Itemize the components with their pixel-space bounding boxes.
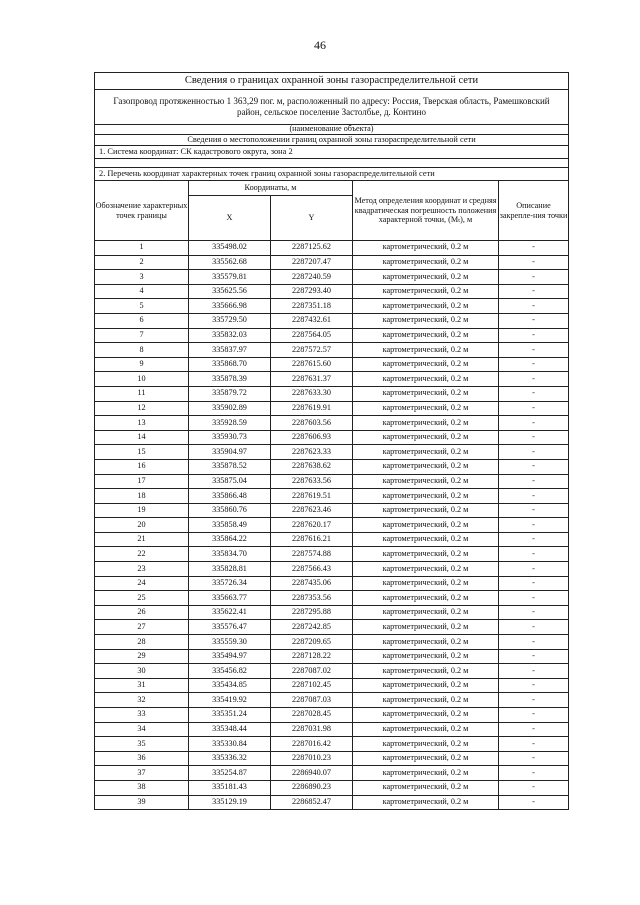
page-number: 46: [314, 38, 326, 52]
description-cell: -: [499, 766, 569, 781]
table-row: [95, 270, 569, 285]
table-row: [95, 664, 569, 679]
point-number-cell: 19: [95, 503, 189, 518]
method-cell: картометрический, 0.2 м: [353, 737, 499, 752]
y-coordinate-cell: 2287631.37: [271, 372, 353, 387]
x-coordinate-cell: 335878.52: [189, 459, 271, 474]
point-number-cell: 2: [95, 255, 189, 270]
description-cell: -: [499, 547, 569, 562]
point-number-cell: 4: [95, 284, 189, 299]
x-coordinate-cell: 335837.97: [189, 343, 271, 358]
table-row: [95, 430, 569, 445]
boundary-table: [94, 72, 569, 810]
table-row: [95, 372, 569, 387]
x-coordinate-cell: 335579.81: [189, 270, 271, 285]
method-cell: картометрический, 0.2 м: [353, 518, 499, 533]
table-row: [95, 547, 569, 562]
point-number-cell: 21: [95, 532, 189, 547]
points-list-title: 2. Перечень координат характерных точек границ охранной зоны газораспределительной сети: [95, 168, 569, 181]
y-coordinate-cell: 2287125.62: [271, 241, 353, 256]
y-coordinate-cell: 2287295.88: [271, 605, 353, 620]
point-number-cell: 15: [95, 445, 189, 460]
table-row: [95, 416, 569, 431]
method-cell: картометрический, 0.2 м: [353, 649, 499, 664]
description-cell: -: [499, 591, 569, 606]
y-coordinate-cell: 2287028.45: [271, 708, 353, 723]
table-row: [95, 649, 569, 664]
table-row: [95, 401, 569, 416]
table-row: [95, 562, 569, 577]
point-number-cell: 26: [95, 605, 189, 620]
description-cell: -: [499, 313, 569, 328]
point-number-cell: 8: [95, 343, 189, 358]
x-coordinate-cell: 335348.44: [189, 722, 271, 737]
method-cell: картометрический, 0.2 м: [353, 591, 499, 606]
point-number-cell: 34: [95, 722, 189, 737]
x-coordinate-cell: 335834.70: [189, 547, 271, 562]
description-cell: -: [499, 503, 569, 518]
document-sheet: [94, 72, 568, 810]
table-row: [95, 576, 569, 591]
table-row: [95, 459, 569, 474]
method-cell: картометрический, 0.2 м: [353, 430, 499, 445]
header-point: Обозначение характерных точек границы: [95, 181, 189, 241]
description-cell: -: [499, 780, 569, 795]
method-cell: картометрический, 0.2 м: [353, 503, 499, 518]
method-cell: картометрический, 0.2 м: [353, 270, 499, 285]
method-cell: картометрический, 0.2 м: [353, 386, 499, 401]
y-coordinate-cell: 2287616.21: [271, 532, 353, 547]
method-cell: картометрический, 0.2 м: [353, 795, 499, 810]
x-coordinate-cell: 335832.03: [189, 328, 271, 343]
y-coordinate-cell: 2287638.62: [271, 459, 353, 474]
method-cell: картометрический, 0.2 м: [353, 635, 499, 650]
y-coordinate-cell: 2287432.61: [271, 313, 353, 328]
description-cell: -: [499, 795, 569, 810]
table-row: [95, 795, 569, 810]
description-cell: -: [499, 430, 569, 445]
coordinate-system: 1. Система координат: СК кадастрового округа, зона 2: [95, 146, 569, 159]
table-row: [95, 328, 569, 343]
description-cell: -: [499, 299, 569, 314]
y-coordinate-cell: 2287242.85: [271, 620, 353, 635]
description-cell: -: [499, 489, 569, 504]
point-number-cell: 33: [95, 708, 189, 723]
method-cell: картометрический, 0.2 м: [353, 751, 499, 766]
method-cell: картометрический, 0.2 м: [353, 459, 499, 474]
x-coordinate-cell: 335729.50: [189, 313, 271, 328]
document-title: Сведения о границах охранной зоны газораспределительной сети: [95, 73, 569, 90]
table-row: [95, 241, 569, 256]
method-cell: картометрический, 0.2 м: [353, 576, 499, 591]
x-coordinate-cell: 335351.24: [189, 708, 271, 723]
y-coordinate-cell: 2287619.91: [271, 401, 353, 416]
method-cell: картометрический, 0.2 м: [353, 605, 499, 620]
y-coordinate-cell: 2286940.07: [271, 766, 353, 781]
description-cell: -: [499, 445, 569, 460]
method-cell: картометрический, 0.2 м: [353, 678, 499, 693]
y-coordinate-cell: 2287615.60: [271, 357, 353, 372]
table-row: [95, 605, 569, 620]
header-x: X: [189, 196, 271, 241]
point-number-cell: 14: [95, 430, 189, 445]
x-coordinate-cell: 335904.97: [189, 445, 271, 460]
x-coordinate-cell: 335663.77: [189, 591, 271, 606]
point-number-cell: 27: [95, 620, 189, 635]
table-row: [95, 386, 569, 401]
table-row: [95, 445, 569, 460]
y-coordinate-cell: 2287623.46: [271, 503, 353, 518]
x-coordinate-cell: 335868.70: [189, 357, 271, 372]
table-row: [95, 722, 569, 737]
x-coordinate-cell: 335879.72: [189, 386, 271, 401]
table-row: [95, 357, 569, 372]
description-cell: -: [499, 678, 569, 693]
y-coordinate-cell: 2287240.59: [271, 270, 353, 285]
location-subtitle: Сведения о местоположении границ охранной зоны газораспределительной сети: [95, 135, 569, 146]
point-number-cell: 3: [95, 270, 189, 285]
x-coordinate-cell: 335330.84: [189, 737, 271, 752]
spacer-row: [95, 159, 569, 168]
x-coordinate-cell: 335866.48: [189, 489, 271, 504]
description-cell: -: [499, 343, 569, 358]
method-cell: картометрический, 0.2 м: [353, 372, 499, 387]
header-y: Y: [271, 196, 353, 241]
description-cell: -: [499, 635, 569, 650]
description-cell: -: [499, 562, 569, 577]
table-row: [95, 591, 569, 606]
description-cell: -: [499, 605, 569, 620]
point-number-cell: 5: [95, 299, 189, 314]
description-cell: -: [499, 474, 569, 489]
method-cell: картометрический, 0.2 м: [353, 708, 499, 723]
table-row: [95, 766, 569, 781]
point-number-cell: 16: [95, 459, 189, 474]
y-coordinate-cell: 2287435.06: [271, 576, 353, 591]
y-coordinate-cell: 2287566.43: [271, 562, 353, 577]
y-coordinate-cell: 2287016.42: [271, 737, 353, 752]
table-row: [95, 255, 569, 270]
x-coordinate-cell: 335875.04: [189, 474, 271, 489]
method-cell: картометрический, 0.2 м: [353, 474, 499, 489]
method-cell: картометрический, 0.2 м: [353, 416, 499, 431]
y-coordinate-cell: 2287087.02: [271, 664, 353, 679]
x-coordinate-cell: 335456.82: [189, 664, 271, 679]
table-row: [95, 503, 569, 518]
y-coordinate-cell: 2287010.23: [271, 751, 353, 766]
x-coordinate-cell: 335902.89: [189, 401, 271, 416]
description-cell: -: [499, 386, 569, 401]
table-row: [95, 474, 569, 489]
method-cell: картометрический, 0.2 м: [353, 313, 499, 328]
y-coordinate-cell: 2287087.03: [271, 693, 353, 708]
x-coordinate-cell: 335559.30: [189, 635, 271, 650]
point-number-cell: 13: [95, 416, 189, 431]
table-row: [95, 708, 569, 723]
x-coordinate-cell: 335498.02: [189, 241, 271, 256]
y-coordinate-cell: 2287606.93: [271, 430, 353, 445]
point-number-cell: 17: [95, 474, 189, 489]
y-coordinate-cell: 2287209.65: [271, 635, 353, 650]
x-coordinate-cell: 335858.49: [189, 518, 271, 533]
object-caption: (наименование объекта): [95, 125, 569, 135]
x-coordinate-cell: 335726.34: [189, 576, 271, 591]
point-number-cell: 9: [95, 357, 189, 372]
point-number-cell: 31: [95, 678, 189, 693]
object-description: Газопровод протяженностью 1 363,29 пог. м, расположенный по адресу: Россия, Тверская область, Рамешковский район, сельское поселение Застолбье, д. Контино: [95, 90, 569, 125]
table-row: [95, 620, 569, 635]
y-coordinate-cell: 2287102.45: [271, 678, 353, 693]
method-cell: картометрический, 0.2 м: [353, 620, 499, 635]
description-cell: -: [499, 284, 569, 299]
method-cell: картометрический, 0.2 м: [353, 299, 499, 314]
point-number-cell: 35: [95, 737, 189, 752]
method-cell: картометрический, 0.2 м: [353, 357, 499, 372]
y-coordinate-cell: 2286890.23: [271, 780, 353, 795]
description-cell: -: [499, 620, 569, 635]
header-description: Описание закрепле-ния точки: [499, 181, 569, 241]
description-cell: -: [499, 241, 569, 256]
x-coordinate-cell: 335336.32: [189, 751, 271, 766]
table-row: [95, 751, 569, 766]
table-row: [95, 737, 569, 752]
description-cell: -: [499, 270, 569, 285]
point-number-cell: 12: [95, 401, 189, 416]
x-coordinate-cell: 335864.22: [189, 532, 271, 547]
x-coordinate-cell: 335666.98: [189, 299, 271, 314]
point-number-cell: 11: [95, 386, 189, 401]
method-cell: картометрический, 0.2 м: [353, 766, 499, 781]
table-row: [95, 284, 569, 299]
y-coordinate-cell: 2287207.47: [271, 255, 353, 270]
table-row: [95, 299, 569, 314]
x-coordinate-cell: 335434.85: [189, 678, 271, 693]
method-cell: картометрический, 0.2 м: [353, 722, 499, 737]
y-coordinate-cell: 2287633.30: [271, 386, 353, 401]
point-number-cell: 30: [95, 664, 189, 679]
point-number-cell: 32: [95, 693, 189, 708]
point-number-cell: 25: [95, 591, 189, 606]
y-coordinate-cell: 2287623.33: [271, 445, 353, 460]
x-coordinate-cell: 335828.81: [189, 562, 271, 577]
description-cell: -: [499, 416, 569, 431]
y-coordinate-cell: 2287128.22: [271, 649, 353, 664]
description-cell: -: [499, 751, 569, 766]
description-cell: -: [499, 693, 569, 708]
table-row: [95, 343, 569, 358]
header-coords: Координаты, м: [189, 181, 353, 196]
description-cell: -: [499, 708, 569, 723]
point-number-cell: 38: [95, 780, 189, 795]
point-number-cell: 37: [95, 766, 189, 781]
point-number-cell: 29: [95, 649, 189, 664]
x-coordinate-cell: 335576.47: [189, 620, 271, 635]
point-number-cell: 20: [95, 518, 189, 533]
point-number-cell: 23: [95, 562, 189, 577]
x-coordinate-cell: 335419.92: [189, 693, 271, 708]
table-row: [95, 532, 569, 547]
method-cell: картометрический, 0.2 м: [353, 562, 499, 577]
point-number-cell: 10: [95, 372, 189, 387]
method-cell: картометрический, 0.2 м: [353, 241, 499, 256]
method-cell: картометрический, 0.2 м: [353, 255, 499, 270]
x-coordinate-cell: 335878.39: [189, 372, 271, 387]
x-coordinate-cell: 335129.19: [189, 795, 271, 810]
method-cell: картометрический, 0.2 м: [353, 693, 499, 708]
point-number-cell: 39: [95, 795, 189, 810]
x-coordinate-cell: 335625.56: [189, 284, 271, 299]
x-coordinate-cell: 335494.97: [189, 649, 271, 664]
description-cell: -: [499, 328, 569, 343]
y-coordinate-cell: 2287620.17: [271, 518, 353, 533]
description-cell: -: [499, 357, 569, 372]
method-cell: картометрический, 0.2 м: [353, 547, 499, 562]
method-cell: картометрический, 0.2 м: [353, 328, 499, 343]
y-coordinate-cell: 2287619.51: [271, 489, 353, 504]
point-number-cell: 24: [95, 576, 189, 591]
point-number-cell: 36: [95, 751, 189, 766]
x-coordinate-cell: 335860.76: [189, 503, 271, 518]
table-row: [95, 635, 569, 650]
method-cell: картометрический, 0.2 м: [353, 445, 499, 460]
table-row: [95, 678, 569, 693]
method-cell: картометрический, 0.2 м: [353, 489, 499, 504]
y-coordinate-cell: 2287293.40: [271, 284, 353, 299]
description-cell: -: [499, 722, 569, 737]
description-cell: -: [499, 255, 569, 270]
table-row: [95, 518, 569, 533]
y-coordinate-cell: 2287572.57: [271, 343, 353, 358]
table-row: [95, 780, 569, 795]
description-cell: -: [499, 532, 569, 547]
point-number-cell: 28: [95, 635, 189, 650]
method-cell: картометрический, 0.2 м: [353, 532, 499, 547]
y-coordinate-cell: 2287031.98: [271, 722, 353, 737]
description-cell: -: [499, 518, 569, 533]
description-cell: -: [499, 459, 569, 474]
y-coordinate-cell: 2287633.56: [271, 474, 353, 489]
table-row: [95, 489, 569, 504]
description-cell: -: [499, 649, 569, 664]
y-coordinate-cell: 2287351.18: [271, 299, 353, 314]
method-cell: картометрический, 0.2 м: [353, 780, 499, 795]
point-number-cell: 1: [95, 241, 189, 256]
y-coordinate-cell: 2287564.05: [271, 328, 353, 343]
description-cell: -: [499, 401, 569, 416]
method-cell: картометрический, 0.2 м: [353, 664, 499, 679]
description-cell: -: [499, 576, 569, 591]
method-cell: картометрический, 0.2 м: [353, 401, 499, 416]
table-row: [95, 313, 569, 328]
point-number-cell: 6: [95, 313, 189, 328]
description-cell: -: [499, 737, 569, 752]
point-number-cell: 18: [95, 489, 189, 504]
point-number-cell: 7: [95, 328, 189, 343]
x-coordinate-cell: 335181.43: [189, 780, 271, 795]
y-coordinate-cell: 2287603.56: [271, 416, 353, 431]
y-coordinate-cell: 2287574.88: [271, 547, 353, 562]
x-coordinate-cell: 335928.59: [189, 416, 271, 431]
x-coordinate-cell: 335930.73: [189, 430, 271, 445]
description-cell: -: [499, 664, 569, 679]
header-method: Метод определения координат и средняя квадратическая погрешность положения характерной точки, (Mₜ), м: [353, 181, 499, 241]
y-coordinate-cell: 2286852.47: [271, 795, 353, 810]
x-coordinate-cell: 335562.68: [189, 255, 271, 270]
x-coordinate-cell: 335622.41: [189, 605, 271, 620]
method-cell: картометрический, 0.2 м: [353, 343, 499, 358]
description-cell: -: [499, 372, 569, 387]
x-coordinate-cell: 335254.87: [189, 766, 271, 781]
method-cell: картометрический, 0.2 м: [353, 284, 499, 299]
point-number-cell: 22: [95, 547, 189, 562]
table-row: [95, 693, 569, 708]
y-coordinate-cell: 2287353.56: [271, 591, 353, 606]
